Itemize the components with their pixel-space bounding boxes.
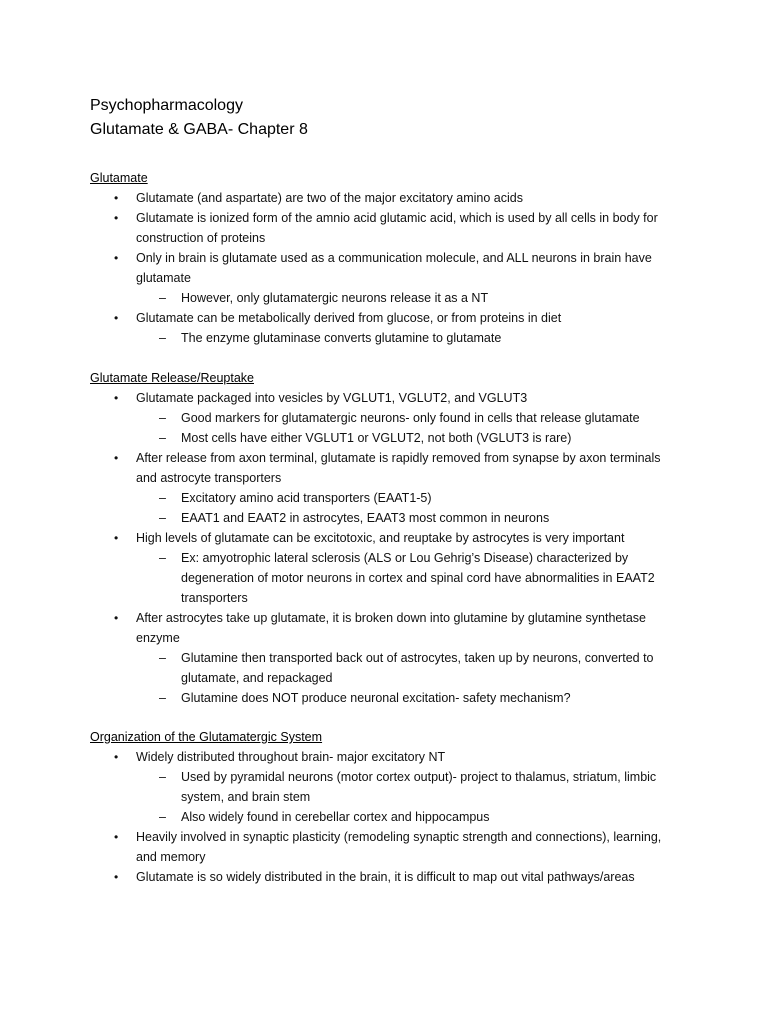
sub-list-item: The enzyme glutaminase converts glutamine to glutamate [181,331,502,345]
sub-list-item-continuation: transporters [181,591,248,605]
bullet-icon: • [114,251,119,265]
sub-list-item: Most cells have either VGLUT1 or VGLUT2, not both (VGLUT3 is rare) [181,431,572,445]
dash-icon: – [159,291,166,305]
bullet-icon: • [114,391,119,405]
list-item: Glutamate can be metabolically derived from glucose, or from proteins in diet [136,311,562,325]
list-item: Glutamate (and aspartate) are two of the major excitatory amino acids [136,191,523,205]
dash-icon: – [159,770,166,784]
dash-icon: – [159,431,166,445]
section-heading-organization: Organization of the Glutamatergic System [90,730,323,744]
dash-icon: – [159,551,166,565]
bullet-icon: • [114,311,119,325]
list-item: Widely distributed throughout brain- major excitatory NT [136,750,446,764]
list-item: Glutamate is so widely distributed in the brain, it is difficult to map out vital pathways/areas [136,870,635,884]
list-item: Heavily involved in synaptic plasticity (remodeling synaptic strength and connections), learning, [136,830,662,844]
list-item: Glutamate is ionized form of the amnio acid glutamic acid, which is used by all cells in body for [136,211,658,225]
dash-icon: – [159,651,166,665]
bullet-icon: • [114,531,119,545]
bullet-icon: • [114,611,119,625]
list-item: Glutamate packaged into vesicles by VGLUT1, VGLUT2, and VGLUT3 [136,391,528,405]
sub-list-item-continuation: glutamate, and repackaged [181,671,333,685]
dash-icon: – [159,411,166,425]
list-item-continuation: and astrocyte transporters [136,471,282,485]
bullet-icon: • [114,191,119,205]
sub-list-item-continuation: degeneration of motor neurons in cortex and spinal cord have abnormalities in EAAT2 [181,571,655,585]
sub-list-item: EAAT1 and EAAT2 in astrocytes, EAAT3 most common in neurons [181,511,550,525]
bullet-icon: • [114,211,119,225]
dash-icon: – [159,331,166,345]
list-item-continuation: enzyme [136,631,180,645]
document-title [90,94,308,142]
sub-list-item: However, only glutamatergic neurons release it as a NT [181,291,489,305]
dash-icon: – [159,491,166,505]
bullet-icon: • [114,750,119,764]
sub-list-item: Excitatory amino acid transporters (EAAT1-5) [181,491,432,505]
sub-list-item: Glutamine does NOT produce neuronal excitation- safety mechanism? [181,691,571,705]
sub-list-item: Good markers for glutamatergic neurons- only found in cells that release glutamate [181,411,640,425]
dash-icon: – [159,511,166,525]
section-heading-glutamate: Glutamate [90,171,148,185]
list-item-continuation: glutamate [136,271,191,285]
sub-list-item: Used by pyramidal neurons (motor cortex output)- project to thalamus, striatum, limbic [181,770,657,784]
list-item: After astrocytes take up glutamate, it is broken down into glutamine by glutamine synthetase [136,611,646,625]
title-line-1: Psychopharmacology [90,97,243,114]
list-item-continuation: and memory [136,850,206,864]
section-heading-release-reuptake: Glutamate Release/Reuptake [90,371,254,385]
title-line-2: Glutamate & GABA- Chapter 8 [90,121,308,138]
dash-icon: – [159,691,166,705]
list-item: After release from axon terminal, glutamate is rapidly removed from synapse by axon terminals [136,451,661,465]
dash-icon: – [159,810,166,824]
bullet-icon: • [114,451,119,465]
list-item: Only in brain is glutamate used as a communication molecule, and ALL neurons in brain have [136,251,652,265]
sub-list-item-continuation: system, and brain stem [181,790,311,804]
sub-list-item: Ex: amyotrophic lateral sclerosis (ALS or Lou Gehrig’s Disease) characterized by [181,551,629,565]
sub-list-item: Glutamine then transported back out of astrocytes, taken up by neurons, converted to [181,651,654,665]
sub-list-item: Also widely found in cerebellar cortex and hippocampus [181,810,490,824]
bullet-icon: • [114,830,119,844]
list-item-continuation: construction of proteins [136,231,266,245]
list-item: High levels of glutamate can be excitotoxic, and reuptake by astrocytes is very important [136,531,625,545]
bullet-icon: • [114,870,119,884]
